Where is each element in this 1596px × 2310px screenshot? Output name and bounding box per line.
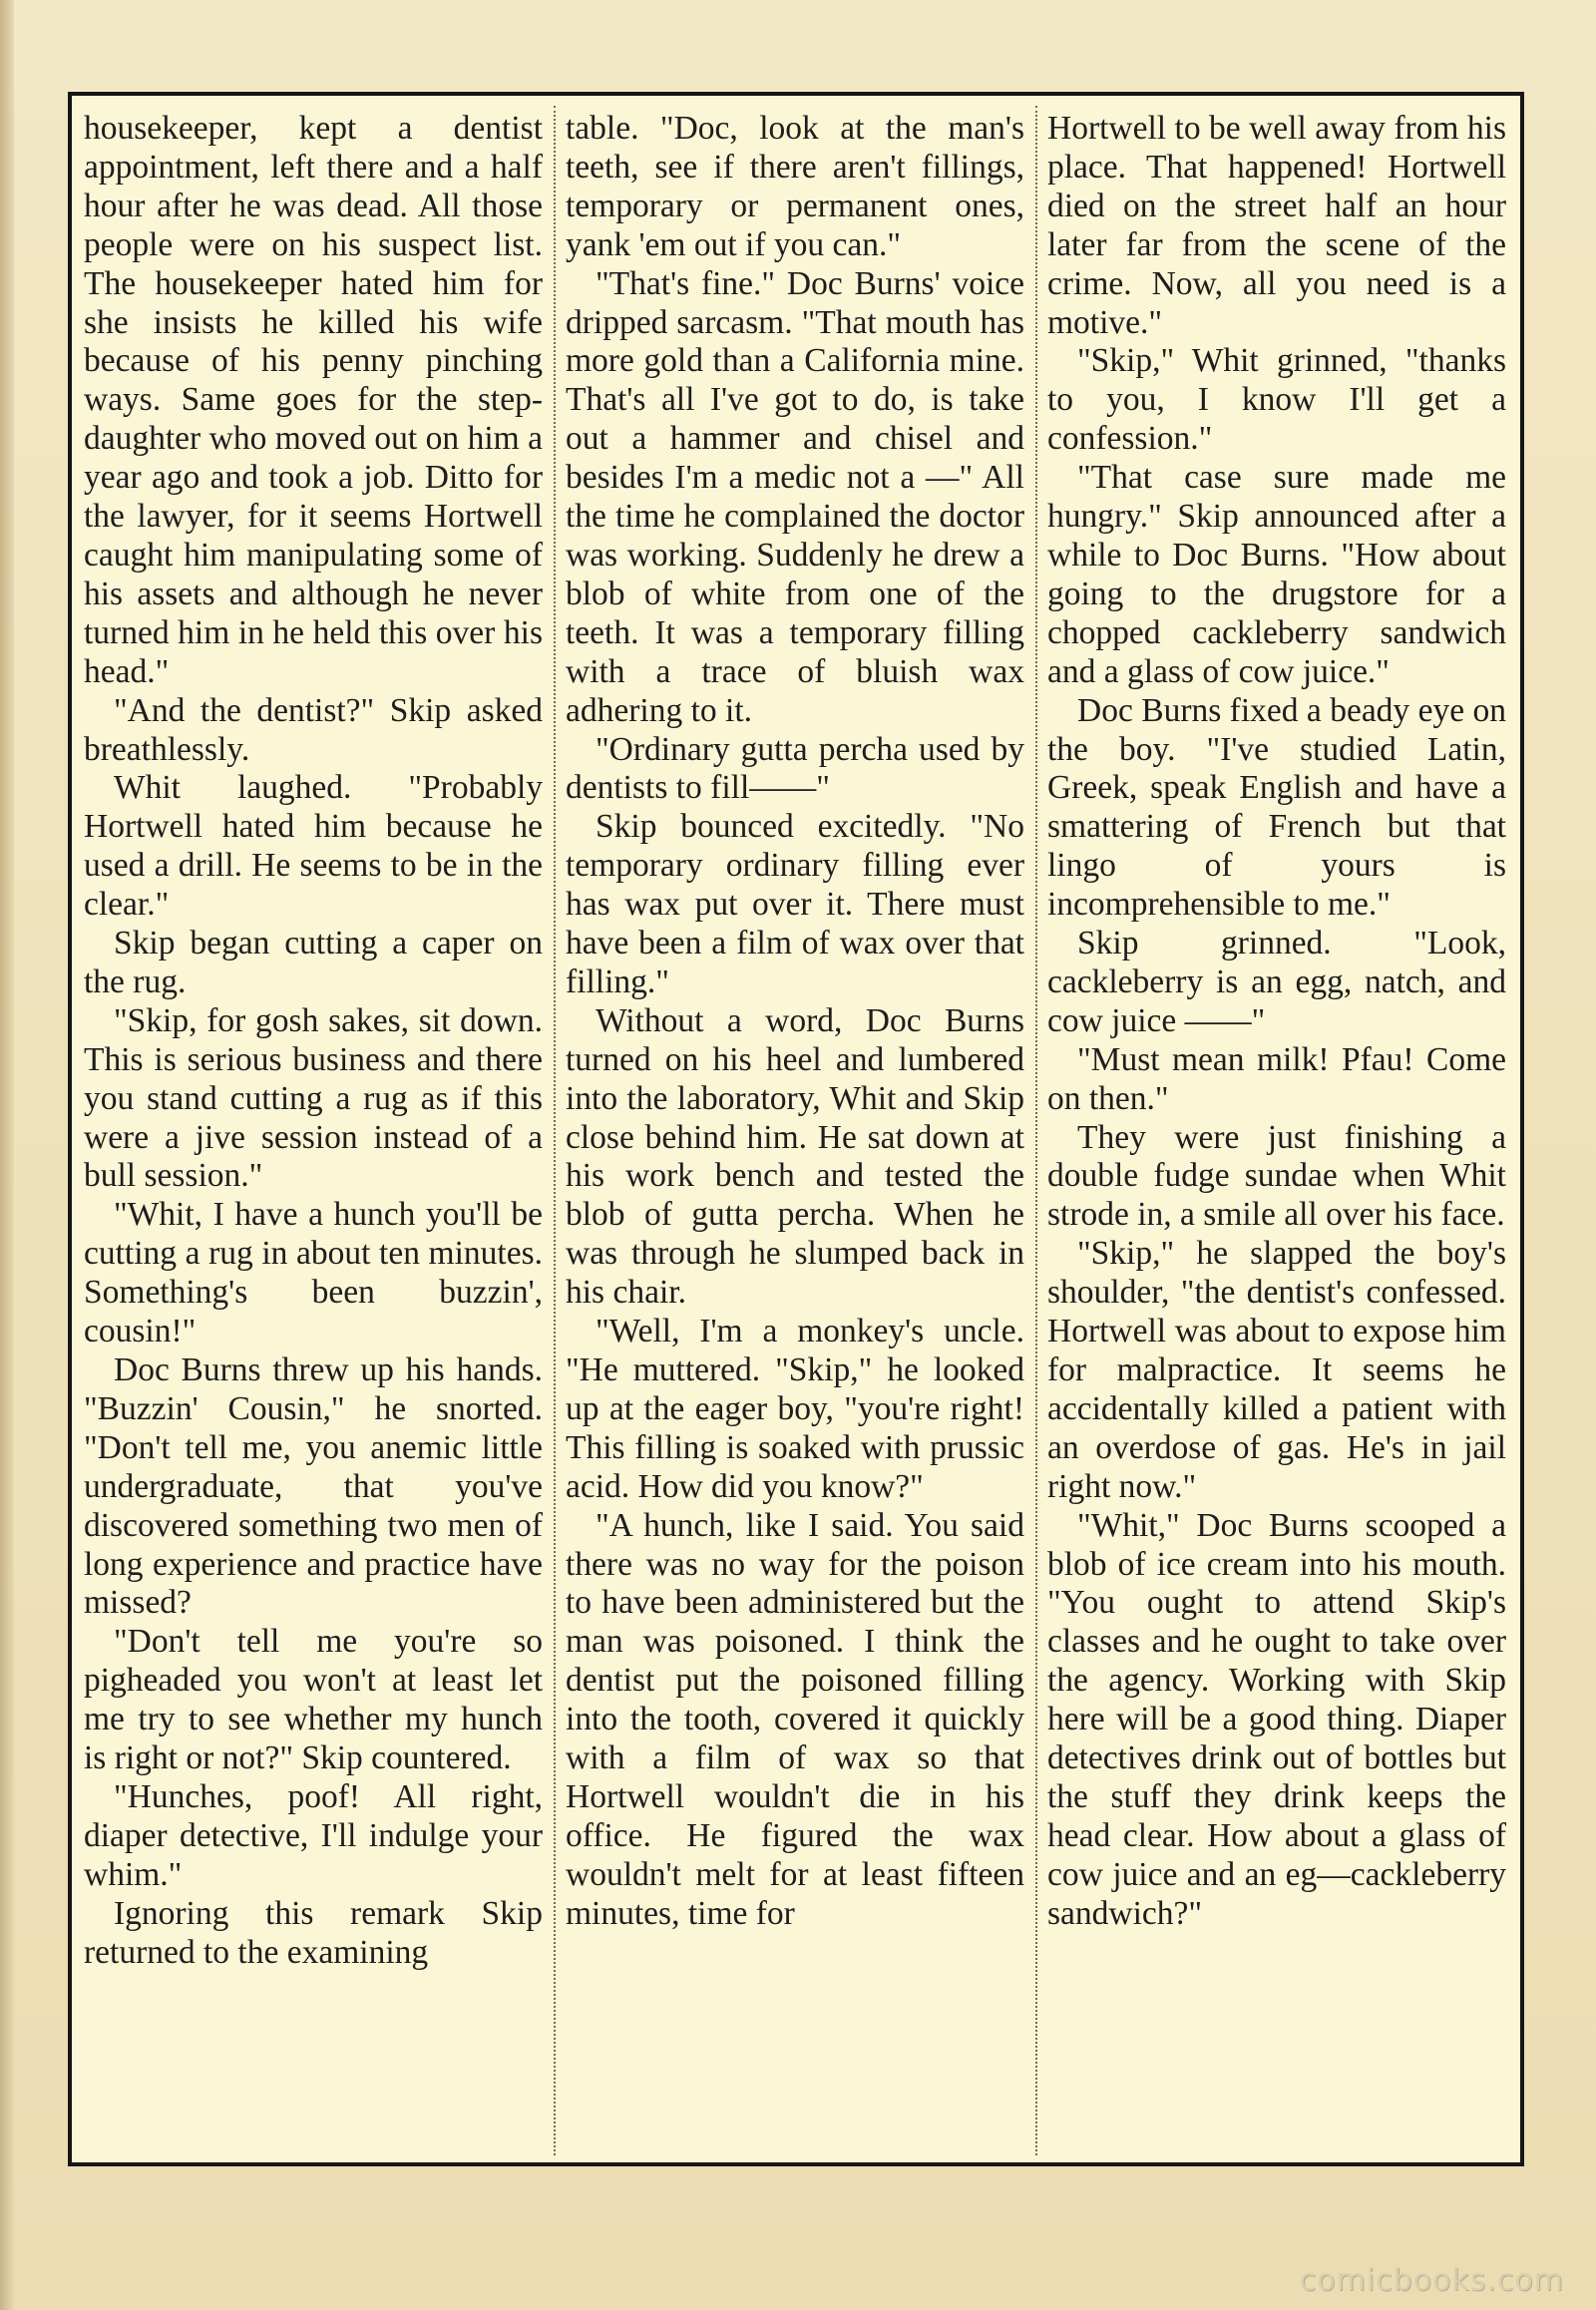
paragraph: Without a word, Doc Burns turned on his heel and lumbered into the laboratory, Whit and Skip close behind him. He sat down at his work bench and tested the blob of gutta percha. When he was through he slumped back in his chair. <box>566 1001 1024 1312</box>
text-column-3 <box>1047 110 1506 1934</box>
paragraph: "That's fine." Doc Burns' voice dripped sarcasm. "That mouth has more gold than a California mine. That's all I've got to do, is take out a hammer and chisel and besides I'm a medic not a —" All the time he complained the doctor was working. Suddenly he drew a blob of white from one of the teeth. It was a temporary filling with a trace of bluish wax adhering to it. <box>566 264 1024 729</box>
paragraph: "Must mean milk! Pfau! Come on then." <box>1047 1040 1506 1117</box>
paragraph: "Hunches, poof! All right, diaper detective, I'll indulge your whim." <box>84 1777 543 1893</box>
paragraph: "Skip," he slapped the boy's shoulder, "the dentist's confessed. Hortwell was about to expose him for malpractice. It seems he accidentally killed a patient with an overdose of gas. He's in jail right now." <box>1047 1235 1506 1505</box>
paragraph: Doc Burns fixed a beady eye on the boy. "I've studied Latin, Greek, speak English and have a smattering of French but that lingo of yours is incomprehensible to me." <box>1047 691 1506 924</box>
paragraph: "Whit, I have a hunch you'll be cutting a rug in about ten minutes. Something's been buzzin', cousin!" <box>84 1196 543 1350</box>
paragraph: housekeeper, kept a dentist appointment, left there and a half hour after he was dead. All those people were on his suspect list. The housekeeper hated him for she insists he killed his wife because of his penny pinching ways. Same goes for the step-daughter who moved out on him a year ago and took a job. Ditto for the lawyer, for it seems Hortwell caught him manipulating some of his assets and although he never turned him in he held this over his head." <box>84 110 543 690</box>
paragraph: Doc Burns threw up his hands. "Buzzin' Cousin," he snorted. "Don't tell me, you anemic little undergraduate, that you've discovered something two men of long experience and practice have missed? <box>84 1351 543 1622</box>
paragraph: "Ordinary gutta percha used by dentists to fill——" <box>566 730 1024 807</box>
text-column-2 <box>566 110 1024 1934</box>
paragraph: table. "Doc, look at the man's teeth, see if there aren't fillings, temporary or permanent ones, yank 'em out if you can." <box>566 110 1024 263</box>
watermark: comicbooks.com <box>1299 2263 1564 2298</box>
paragraph: "Well, I'm a monkey's uncle. "He muttered. "Skip," he looked up at the eager boy, "you're right! This filling is soaked with prussic acid. How did you know?" <box>566 1313 1024 1505</box>
paragraph: "Skip, for gosh sakes, sit down. This is serious business and there you stand cutting a rug as if this were a jive session instead of a bull session." <box>84 1001 543 1195</box>
paragraph: Ignoring this remark Skip returned to the examining <box>84 1894 543 1971</box>
paragraph: They were just finishing a double fudge sundae when Whit strode in, a smile all over his face. <box>1047 1118 1506 1234</box>
paragraph: "And the dentist?" Skip asked breathlessly. <box>84 691 543 768</box>
column-divider <box>554 106 556 2155</box>
paragraph: Skip bounced excitedly. "No temporary ordinary filling ever has wax put over it. There must have been a film of wax over that filling." <box>566 808 1024 1000</box>
paragraph: Skip grinned. "Look, cackleberry is an egg, natch, and cow juice ——" <box>1047 925 1506 1039</box>
text-frame <box>68 92 1524 2166</box>
paragraph: "That case sure made me hungry." Skip announced after a while to Doc Burns. "How about going to the drugstore for a chopped cackleberry sandwich and a glass of cow juice." <box>1047 459 1506 690</box>
paragraph: Skip began cutting a caper on the rug. <box>84 925 543 1000</box>
paragraph: Whit laughed. "Probably Hortwell hated him because he used a drill. He seems to be in the clear." <box>84 769 543 924</box>
page-edge-shadow <box>0 0 14 2310</box>
paragraph: "Whit," Doc Burns scooped a blob of ice cream into his mouth. "You ought to attend Skip's classes and he ought to take over the agency. Working with Skip here will be a good thing. Diaper detectives drink out of bottles but the stuff they drink keeps the head clear. How about a glass of cow juice and an eg—cackleberry sandwich?" <box>1047 1506 1506 1932</box>
paragraph: "A hunch, like I said. You said there was no way for the poison to have been administered but the man was poisoned. I think the dentist put the poisoned filling into the tooth, covered it quickly with a film of wax so that Hortwell wouldn't die in his office. He figured the wax wouldn't melt for at least fifteen minutes, time for <box>566 1506 1024 1932</box>
paragraph: "Don't tell me you're so pigheaded you won't at least let me try to see whether my hunch is right or not?" Skip countered. <box>84 1623 543 1777</box>
text-column-1 <box>84 110 543 1973</box>
paragraph: "Skip," Whit grinned, "thanks to you, I know I'll get a confession." <box>1047 342 1506 458</box>
column-divider <box>1035 106 1037 2155</box>
paragraph: Hortwell to be well away from his place. That happened! Hortwell died on the street half an hour later far from the scene of the crime. Now, all you need is a motive." <box>1047 110 1506 341</box>
